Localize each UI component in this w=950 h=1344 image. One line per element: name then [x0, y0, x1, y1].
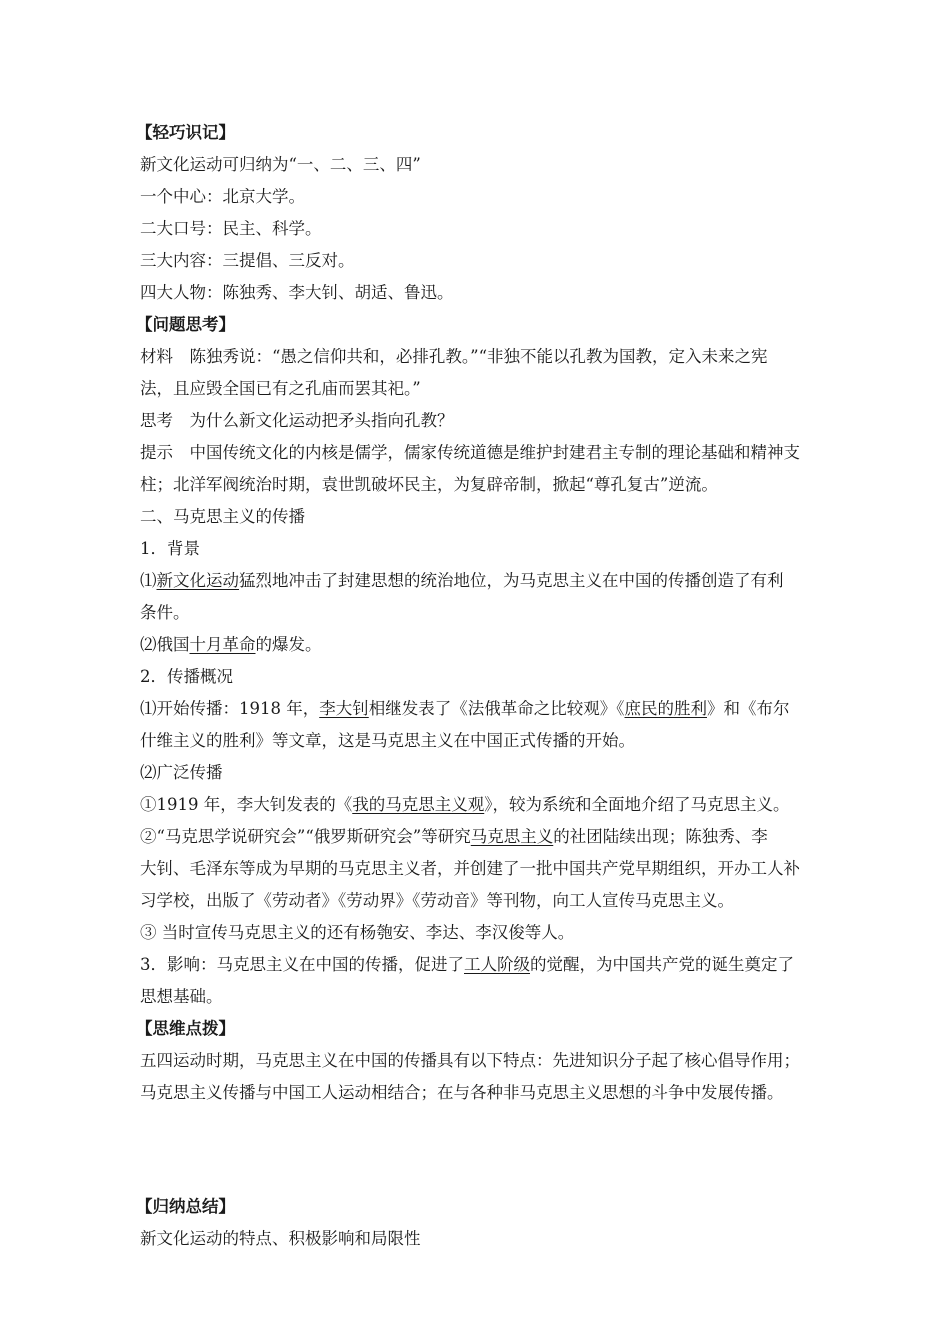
underlined-keyword: 我的马克思主义观: [352, 795, 485, 814]
hint-line: 提示 中国传统文化的内核是儒学，儒家传统道德是维护封建君主专制的理论基础和精神支: [140, 443, 800, 462]
text-span: 相继发表了《法俄革命之比较观》《: [368, 699, 625, 718]
underlined-keyword: 李大钊: [319, 699, 369, 718]
paragraph-line: 什维主义的胜利》等文章，这是马克思主义在中国正式传播的开始。: [140, 731, 635, 750]
subsection-title: 2．传播概况: [140, 667, 233, 686]
underlined-keyword: 新文化运动: [156, 571, 239, 590]
list-item: 四大人物：陈独秀、李大钊、胡适、鲁迅。: [140, 283, 454, 302]
text-span: 的觉醒，为中国共产党的诞生奠定了: [530, 955, 794, 974]
underlined-keyword: 工人阶级: [464, 955, 530, 974]
paragraph-line: 五四运动时期，马克思主义在中国的传播具有以下特点：先进知识分子起了核心倡导作用；: [140, 1051, 800, 1070]
paragraph-line: [140, 821, 820, 853]
text-span: 的爆发。: [255, 635, 322, 654]
paragraph: 新文化运动可归纳为“一、二、三、四”: [140, 155, 421, 174]
text-span: ⑵俄国: [140, 635, 190, 654]
section-heading-summary: 【归纳总结】: [136, 1197, 235, 1216]
paragraph-line: 习学校，出版了《劳动者》《劳动界》《劳动音》等刊物，向工人宣传马克思主义。: [140, 891, 734, 910]
list-item: 二大口号：民主、科学。: [140, 219, 322, 238]
text-span: 猛烈地冲击了封建思想的统治地位，为马克思主义在中国的传播创造了有利: [239, 571, 784, 590]
paragraph-line: 大钊、毛泽东等成为早期的马克思主义者，并创建了一批中国共产党早期组织，开办工人补: [140, 859, 800, 878]
text-span: 》和《布尔: [707, 699, 790, 718]
text-span: ②“马克思学说研究会”“俄罗斯研究会”等研究: [140, 827, 471, 846]
section-heading-memory-tips: 【轻巧识记】: [136, 123, 235, 142]
paragraph-line: [140, 949, 820, 981]
question-line: 思考 为什么新文化运动把矛头指向孔教？: [140, 411, 454, 430]
underlined-keyword: 庶民的胜利: [624, 699, 707, 718]
document-page: [136, 117, 820, 1255]
text-span: 3．影响：马克思主义在中国的传播，促进了: [140, 955, 464, 974]
text-span: 》，较为系统和全面地介绍了马克思主义。: [484, 795, 790, 814]
material-line: 材料 陈独秀说：“愚之信仰共和，必排孔教。”“非独不能以孔教为国教，定入未来之宪: [140, 347, 768, 366]
paragraph-line: [140, 789, 820, 821]
hint-line: 柱；北洋军阀统治时期，袁世凯破坏民主，为复辟帝制，掀起“尊孔复古”逆流。: [140, 475, 718, 494]
paragraph-line: 马克思主义传播与中国工人运动相结合；在与各种非马克思主义思想的斗争中发展传播。: [140, 1083, 784, 1102]
section-heading-thinking-tips: 【思维点拨】: [136, 1019, 235, 1038]
list-item: 三大内容：三提倡、三反对。: [140, 251, 355, 270]
paragraph-line: ⑵广泛传播: [140, 763, 223, 782]
paragraph-line: 新文化运动的特点、积极影响和局限性: [140, 1229, 421, 1248]
text-span: ①1919 年，李大钊发表的《: [140, 795, 353, 814]
section-heading-question: 【问题思考】: [136, 315, 235, 334]
spacer: [140, 1109, 820, 1191]
paragraph-line: 思想基础。: [140, 987, 223, 1006]
text-span: 的社团陆续出现；陈独秀、李: [553, 827, 768, 846]
subsection-title: 1．背景: [140, 539, 200, 558]
paragraph-line: 条件。: [140, 603, 190, 622]
paragraph-line: ③ 当时宣传马克思主义的还有杨匏安、李达、李汉俊等人。: [140, 923, 575, 942]
section-title-marxism-spread: 二、马克思主义的传播: [140, 507, 305, 526]
paragraph-line: [140, 629, 820, 661]
text-span: ⑴开始传播：1918 年，: [140, 699, 320, 718]
material-line: 法，且应毁全国已有之孔庙而罢其祀。”: [140, 379, 421, 398]
paragraph-line: [140, 565, 820, 597]
list-item: 一个中心：北京大学。: [140, 187, 305, 206]
underlined-keyword: 十月革命: [189, 635, 256, 654]
underlined-keyword: 马克思主义: [470, 827, 554, 846]
text-span: ⑴: [140, 571, 157, 590]
paragraph-line: [140, 693, 820, 725]
